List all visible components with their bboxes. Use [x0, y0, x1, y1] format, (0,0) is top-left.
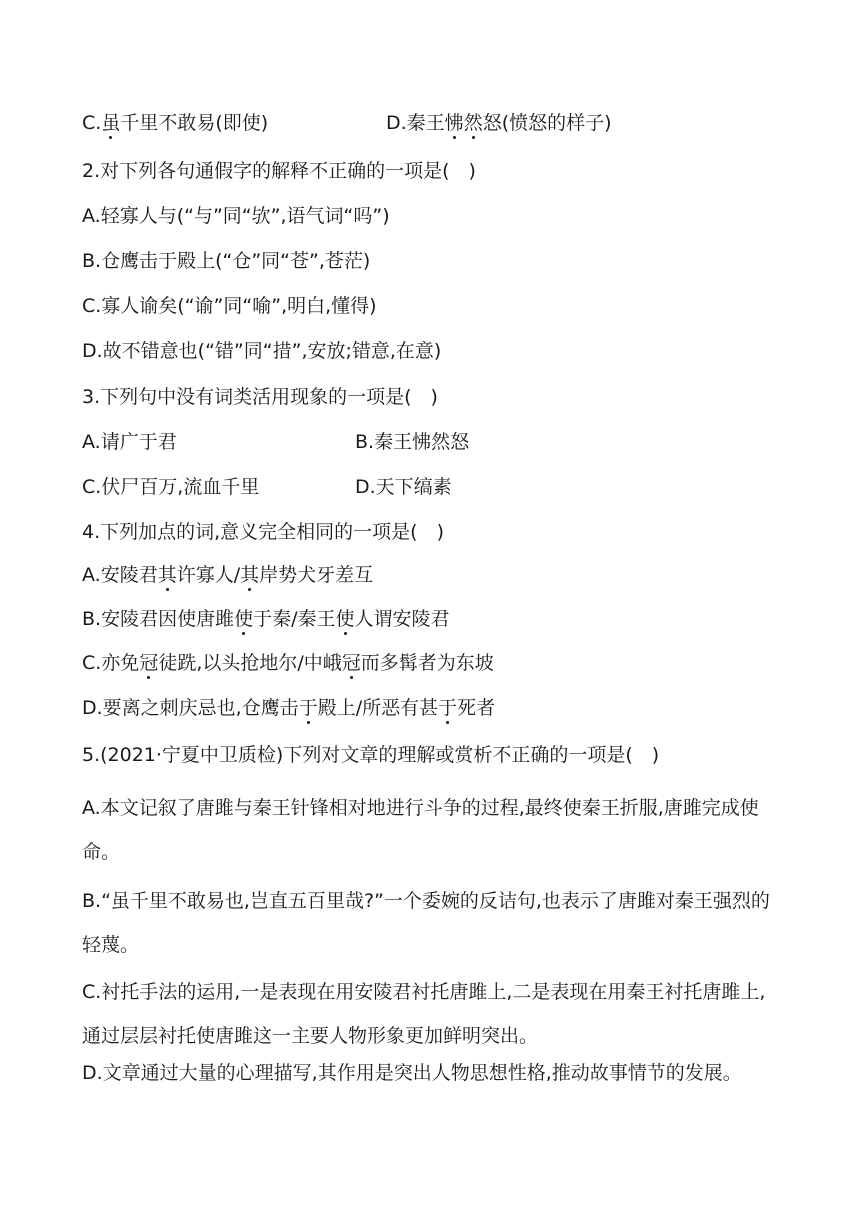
q2-option-d: D.故不错意也(“错”同“措”,安放;错意,在意) [82, 340, 442, 362]
q4-option-d: D.要离之刺庆忌也,仓鹰击于殿上/所恶有甚于死者 [82, 697, 496, 719]
q4-option-b: B.安陵君因使唐雎使于秦/秦王使人谓安陵君 [82, 608, 450, 630]
q4-option-a: A.安陵君其许寡人/其岸势犬牙差互 [82, 564, 374, 586]
q3-stem: 3.下列句中没有词类活用现象的一项是( ) [82, 386, 438, 408]
emphasis-dot-char: 怫 [444, 112, 464, 134]
emphasis-dot-char: 其 [157, 564, 177, 586]
q4-option-c: C.亦免冠徒跣,以头抢地尔/中峨冠而多髯者为东坡 [82, 652, 494, 674]
emphasis-dot-char: 虽 [101, 112, 121, 134]
q5-option-d: D.文章通过大量的心理描写,其作用是突出人物思想性格,推动故事情节的发展。 [82, 1062, 742, 1084]
q5-option-b: B.“虽千里不敢易也,岂直五百里哉?”一个委婉的反诘句,也表示了唐雎对秦王强烈的轻蔑。 [82, 890, 770, 956]
q3-option-d: D.天下缟素 [355, 476, 452, 498]
q2-option-b: B.仓鹰击于殿上(“仓”同“苍”,苍茫) [82, 250, 371, 272]
emphasis-dot-char: 于 [438, 697, 458, 719]
q5-option-c: C.衬托手法的运用,一是表现在用安陵君衬托唐雎上,二是表现在用秦王衬托唐雎上,通过层层衬托使唐雎这一主要人物形象更加鲜明突出。 [82, 981, 766, 1047]
q1-option-c: C.虽千里不敢易(即使) [82, 112, 269, 134]
q2-stem: 2.对下列各句通假字的解释不正确的一项是( ) [82, 160, 476, 182]
q3-option-c: C.伏尸百万,流血千里 [82, 476, 260, 498]
q3-option-a: A.请广于君 [82, 431, 177, 453]
q3-option-b: B.秦王怫然怒 [355, 431, 470, 453]
emphasis-dot-char: 冠 [341, 652, 361, 674]
q5-option-a: A.本文记叙了唐雎与秦王针锋相对地进行斗争的过程,最终使秦王折服,唐雎完成使命。 [82, 797, 759, 863]
emphasis-dot-char: 于 [298, 697, 318, 719]
emphasis-dot-char: 使 [234, 608, 254, 630]
emphasis-dot-char: 冠 [139, 652, 159, 674]
q2-option-c: C.寡人谕矣(“谕”同“喻”,明白,懂得) [82, 295, 377, 317]
emphasis-dot-char: 然 [463, 112, 483, 134]
q1-option-d: D.秦王怫然怒(愤怒的样子) [386, 112, 612, 134]
q2-option-a: A.轻寡人与(“与”同“欤”,语气词“吗”) [82, 205, 390, 227]
q4-stem: 4.下列加点的词,意义完全相同的一项是( ) [82, 521, 444, 543]
q5-stem: 5.(2021·宁夏中卫质检)下列对文章的理解或赏析不正确的一项是( ) [82, 744, 660, 766]
emphasis-dot-char: 其 [240, 564, 260, 586]
emphasis-dot-char: 使 [335, 608, 355, 630]
